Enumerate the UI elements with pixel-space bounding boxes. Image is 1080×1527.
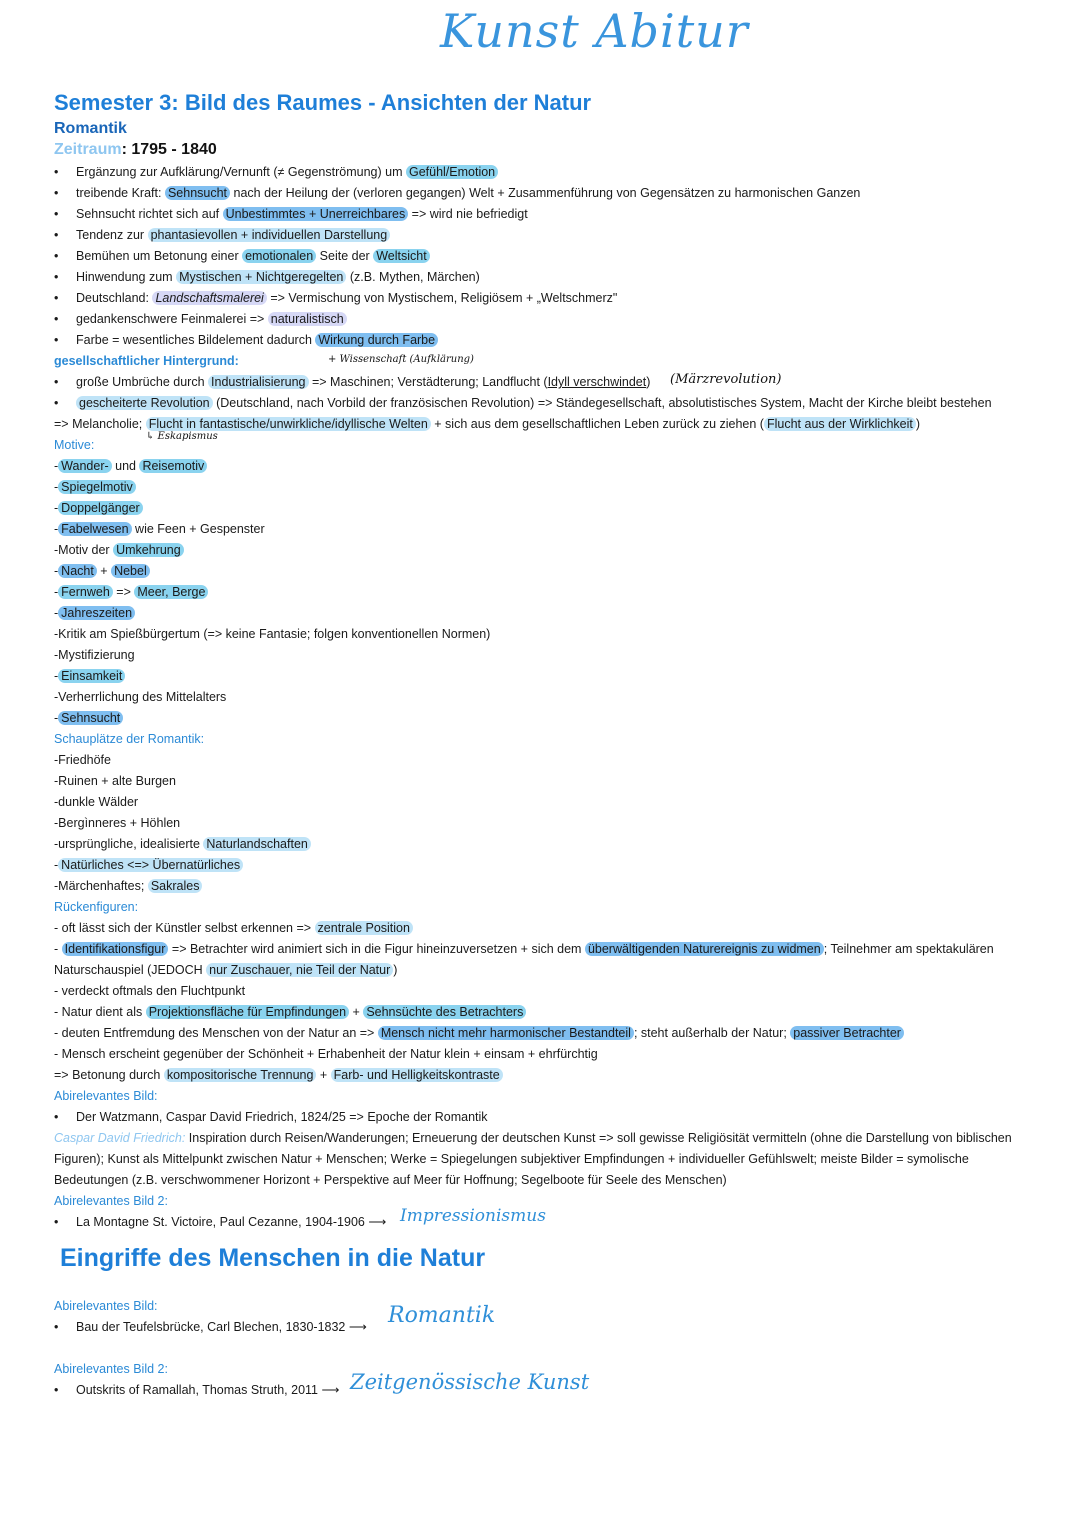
bullet-item: • Tendenz zur phantasievollen + individuellen Darstellung	[54, 227, 390, 243]
list-item: - Fernweh => Meer, Berge	[54, 584, 208, 600]
list-item: -Kritik am Spießbürgertum (=> keine Fantasie; folgen konventionellen Normen)	[54, 627, 491, 641]
list-item: -dunkle Wälder	[54, 795, 139, 809]
rueckenfiguren-line: Naturschauspiel (JEDOCH nur Zuschauer, nie Teil der Natur )	[54, 963, 398, 977]
note-impressionismus: Impressionismus	[400, 1206, 546, 1226]
rueckenfiguren-line: - deuten Entfremdung des Menschen von der Natur an => Mensch nicht mehr harmonischer Bestandteil ; steht außerhalb der Natur; passiver Betrachter	[54, 1025, 904, 1041]
cdf-text: Figuren); Kunst als Mittelpunkt zwischen Natur + Menschen; Werke = Spiegelungen subjektiver Empfindungen + individueller Gefühlswelt; meiste Bilder = symolische	[54, 1152, 969, 1166]
bullet-item: • gedankenschwere Feinmalerei => naturalistisch	[54, 311, 347, 327]
cdf-text: Caspar David Friedrich: Inspiration durch Reisen/Wanderungen; Erneuerung der deutschen Kunst => soll gewisse Religiösität vermitteln (ohne die Darstellung von biblischen	[54, 1131, 1012, 1145]
rueckenfiguren-line: => Betonung durch kompositorische Trennung + Farb- und Helligkeitskontraste	[54, 1067, 503, 1083]
list-item: -Friedhöfe	[54, 753, 111, 767]
schauplaetze-label: Schauplätze der Romantik:	[54, 732, 205, 746]
bullet-item: • Hinwendung zum Mystischen + Nichtgeregelten (z.B. Mythen, Märchen)	[54, 270, 480, 284]
bullet-item: • treibende Kraft: Sehnsucht nach der Heilung der (verloren gegangen) Welt + Zusammenführung von Gegensätzen zu harmonischen Ganzen	[54, 186, 861, 200]
note-zeitgenoessisch: Zeitgenössische Kunst	[350, 1370, 590, 1394]
hintergrund-conclusion: => Melancholie; Flucht in fantastische/unwirkliche/idyllische Welten + sich aus dem gesellschaftlichen Leben zurück zu ziehen ( Flucht aus der Wirklichkeit )	[54, 417, 921, 431]
arrow-icon: ⟶	[321, 1383, 340, 1397]
list-item: -Bergìnneres + Höhlen	[54, 816, 181, 830]
list-item: -Verherrlichung des Mittelalters	[54, 690, 227, 704]
bullet-item: • Deutschland: Landschaftsmalerei => Vermischung von Mystischem, Religiösem + „Weltschmerz"	[54, 291, 618, 305]
arrow-icon: ⟶	[348, 1320, 367, 1334]
arrow-icon: ⟶	[368, 1215, 387, 1229]
list-item: - Sehnsucht	[54, 710, 123, 726]
zeitraum-line	[54, 141, 217, 159]
list-item: -Märchenhaftes; Sakrales	[54, 878, 202, 894]
bullet-item: • Outskrits of Ramallah, Thomas Struth, 2011 ⟶	[54, 1383, 340, 1397]
bullet-item: • Der Watzmann, Caspar David Friedrich, 1824/25 => Epoche der Romantik	[54, 1110, 488, 1124]
note-eskapismus: ↳ Eskapismus	[146, 431, 218, 442]
note-maerzrevolution: (Märzrevolution)	[670, 372, 782, 387]
rueckenfiguren-line: - Identifikationsfigur => Betrachter wird animiert sich in die Figur hineinzuversetzen + sich dem überwältigenden Naturereignis zu widmen ; Teilnehmer am spektakulären	[54, 942, 994, 956]
bullet-item: • Bau der Teufelsbrücke, Carl Blechen, 1830-1832 ⟶	[54, 1320, 367, 1334]
list-item: - Jahreszeiten	[54, 605, 135, 621]
abi-bild-label: Abirelevantes Bild:	[54, 1299, 158, 1313]
bullet-item: • Sehnsucht richtet sich auf Unbestimmtes + Unerreichbares => wird nie befriedigt	[54, 207, 528, 221]
bullet-item: • gescheiterte Revolution (Deutschland, nach Vorbild der französischen Revolution) => Ständegesellschaft, absolutistisches System, Macht der Kirche bleibt bestehen	[54, 396, 992, 410]
bullet-item: • Bemühen um Betonung einer emotionalen Seite der Weltsicht	[54, 248, 430, 264]
page-title: Semester 3: Bild des Raumes - Ansichten der Natur	[54, 90, 592, 115]
list-item: - Fabelwesen wie Feen + Gespenster	[54, 522, 265, 536]
bullet-item: • große Umbrüche durch Industrialisierung => Maschinen; Verstädterung; Landflucht (Idyll verschwindet)	[54, 375, 651, 389]
abi-bild-2-label: Abirelevantes Bild 2:	[54, 1194, 168, 1208]
bullet-item: • Ergänzung zur Aufklärung/Vernunft (≠ Gegenströmung) um Gefühl/Emotion	[54, 164, 498, 180]
rueckenfiguren-line: - Mensch erscheint gegenüber der Schönheit + Erhabenheit der Natur klein + einsam + ehrfürchtig	[54, 1047, 598, 1061]
rueckenfiguren-line: - verdeckt oftmals den Fluchtpunkt	[54, 984, 246, 998]
list-item: - Natürliches <=> Übernatürliches	[54, 857, 243, 873]
list-item: -Mystifizierung	[54, 648, 135, 662]
abi-bild-label: Abirelevantes Bild:	[54, 1089, 158, 1103]
note-romantik: Romantik	[388, 1303, 496, 1328]
rueckenfiguren-label: Rückenfiguren:	[54, 900, 139, 914]
rueckenfiguren-line: - Natur dient als Projektionsfläche für Empfindungen + Sehnsüchte des Betrachters	[54, 1004, 526, 1020]
motive-label: Motive:	[54, 438, 95, 452]
handwritten-title: Kunst Abitur	[440, 4, 749, 58]
zeitraum-label: Zeitraum	[54, 141, 122, 158]
abi-bild-2-label: Abirelevantes Bild 2:	[54, 1362, 168, 1376]
note-wissenschaft: + Wissenschaft (Aufklärung)	[328, 354, 474, 365]
section-romantik: Romantik	[54, 120, 127, 137]
cdf-text: Bedeutungen (z.B. verschwommener Horizont + Perspektive auf Meer für Hoffnung; Segelboote für Seele des Menschen)	[54, 1173, 727, 1187]
bullet-item: • Farbe = wesentliches Bildelement dadurch Wirkung durch Farbe	[54, 332, 438, 348]
zeitraum-value: : 1795 - 1840	[121, 141, 217, 158]
bullet-item: • La Montagne St. Victoire, Paul Cezanne, 1904-1906 ⟶	[54, 1215, 387, 1229]
list-item: - Wander- und Reisemotiv	[54, 458, 207, 474]
list-item: - Nacht + Nebel	[54, 563, 150, 579]
list-item: -ursprüngliche, idealisierte Naturlandschaften	[54, 836, 311, 852]
list-item: - Spiegelmotiv	[54, 479, 136, 495]
heading-eingriffe: Eingriffe des Menschen in die Natur	[60, 1244, 486, 1272]
rueckenfiguren-line: - oft lässt sich der Künstler selbst erkennen => zentrale Position	[54, 920, 413, 936]
list-item: - Einsamkeit	[54, 668, 125, 684]
list-item: - Doppelgänger	[54, 500, 143, 516]
list-item: -Motiv der Umkehrung	[54, 542, 184, 558]
list-item: -Ruinen + alte Burgen	[54, 774, 176, 788]
hintergrund-label: gesellschaftlicher Hintergrund:	[54, 354, 239, 368]
